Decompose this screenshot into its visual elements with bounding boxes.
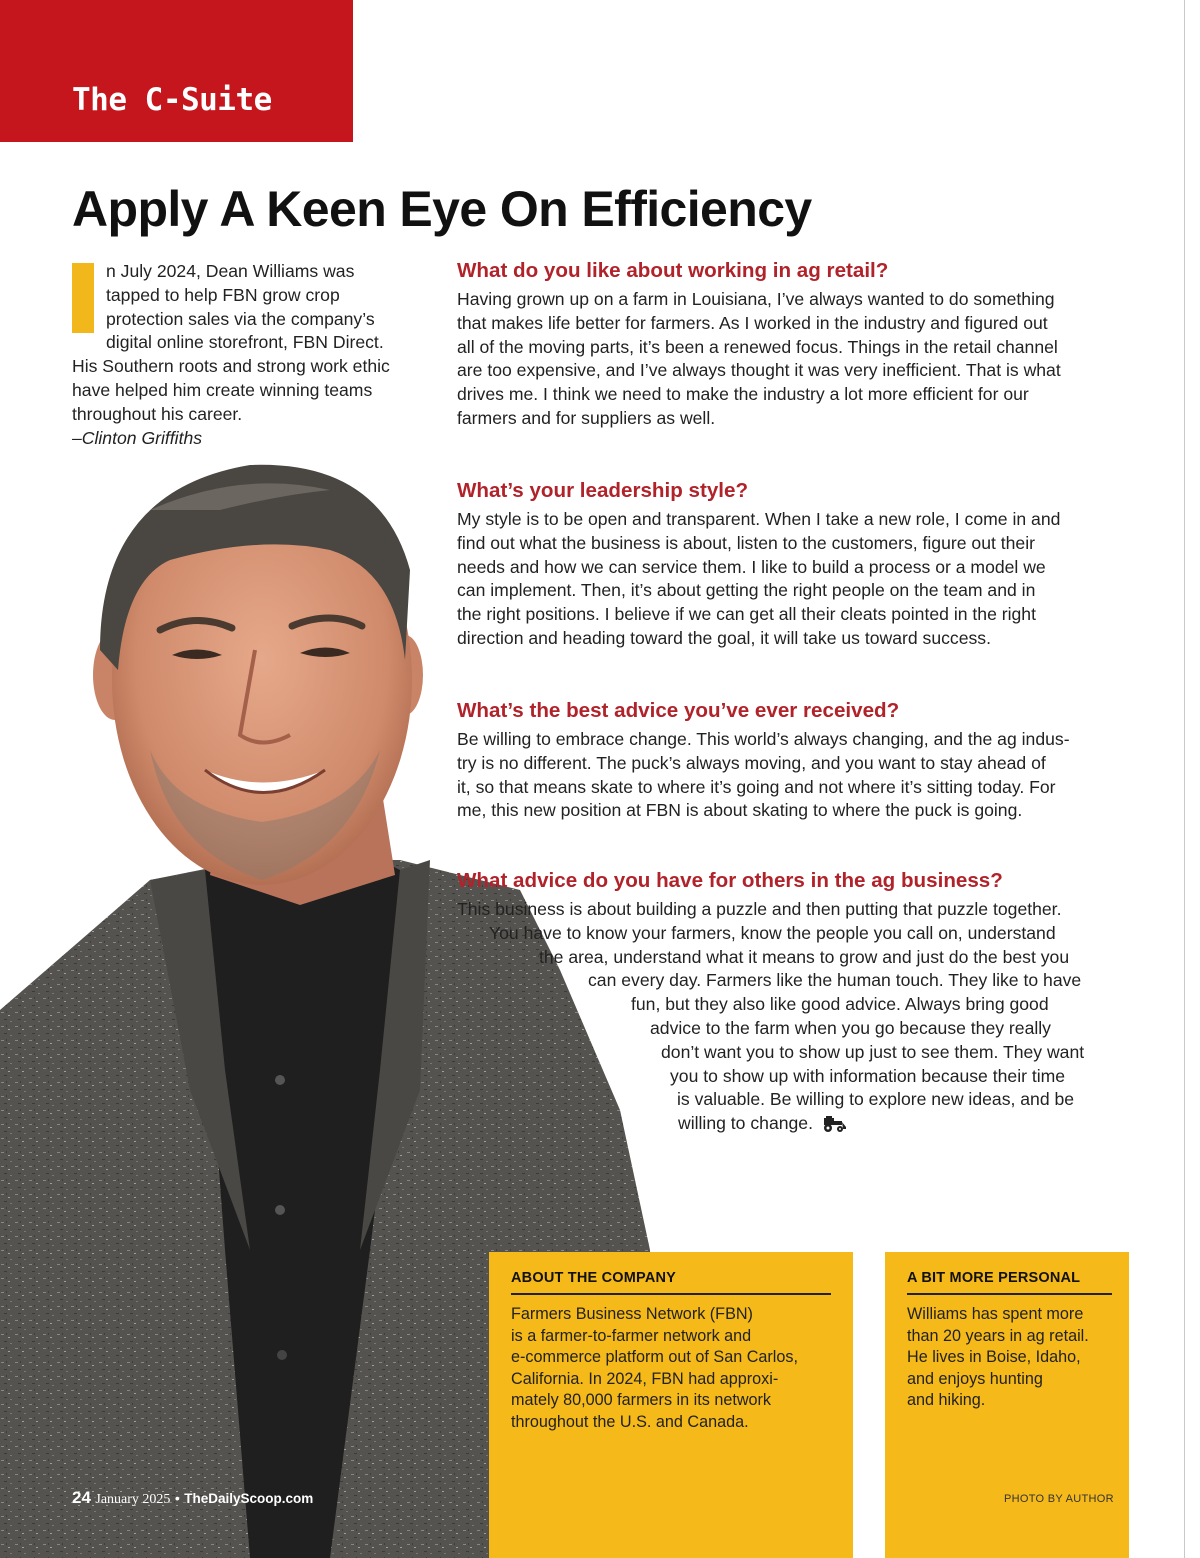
answer-line: it, so that means skate to where it’s going and not where it’s sitting today. For <box>457 776 1056 797</box>
box-line: e-commerce platform out of San Carlos, <box>511 1348 798 1367</box>
box-line: Farmers Business Network (FBN) <box>511 1305 753 1323</box>
answer-line: needs and how we can service them. I like to build a process or a model we <box>457 556 1046 577</box>
answer-text <box>457 508 1137 651</box>
personal-box <box>885 1252 1129 1558</box>
page-number: 24 <box>72 1488 91 1507</box>
question-heading: What advice do you have for others in the ag business? <box>457 869 1003 892</box>
answer-line <box>678 1112 1137 1136</box>
answer-line: Be willing to embrace change. This world’s always changing, and the ag indus- <box>457 729 1070 749</box>
box-line: mately 80,000 farmers in its network <box>511 1391 772 1410</box>
answer-line: is valuable. Be willing to explore new ideas, and be <box>677 1089 1075 1110</box>
drop-cap <box>72 263 94 333</box>
answer-text <box>457 288 1137 431</box>
answer-line: me, this new position at FBN is about skating to where the puck is going. <box>457 800 1023 821</box>
about-company-title: ABOUT THE COMPANY <box>511 1270 677 1286</box>
answer-line: don’t want you to show up just to see them. They want <box>661 1041 1085 1062</box>
box-line: California. In 2024, FBN had approxi- <box>511 1369 779 1388</box>
intro-paragraph <box>72 260 412 450</box>
answer-line: farmers and for suppliers as well. <box>457 407 716 428</box>
answer-line: all of the moving parts, it’s been a renewed focus. Things in the retail channel <box>457 336 1058 357</box>
answer-line: advice to the farm when you go because they really <box>650 1017 1051 1038</box>
question-heading: What’s the best advice you’ve ever received? <box>457 699 900 722</box>
answer-line: This business is about building a puzzle and then putting that puzzle together. <box>457 899 1062 919</box>
box-line: He lives in Boise, Idaho, <box>907 1348 1081 1367</box>
page-edge <box>1184 0 1185 1558</box>
answer-line: Having grown up on a farm in Louisiana, I’ve always wanted to do something <box>457 289 1055 309</box>
answer-text <box>457 898 1137 1136</box>
box-line: Williams has spent more <box>907 1305 1084 1323</box>
tractor-icon <box>821 1116 847 1132</box>
personal-title: A BIT MORE PERSONAL <box>907 1270 1081 1286</box>
answer-line-text: willing to change. <box>678 1113 813 1134</box>
question-heading: What do you like about working in ag retail? <box>457 259 889 282</box>
title-rule <box>907 1293 1112 1295</box>
answer-line: can every day. Farmers like the human touch. They like to have <box>588 970 1082 991</box>
section-label: The C-Suite <box>72 82 272 118</box>
qa-block-3 <box>457 698 1137 823</box>
intro-author: –Clinton Griffiths <box>72 427 203 448</box>
qa-block-1 <box>457 258 1137 431</box>
photo-credit: PHOTO BY AUTHOR <box>1004 1493 1114 1505</box>
answer-line: find out what the business is about, listen to the customers, figure out their <box>457 532 1035 553</box>
answer-line: the area, understand what it means to grow and just do the best you <box>539 946 1070 967</box>
answer-line: the right positions. I believe if we can get all their cleats pointed in the right <box>457 604 1036 625</box>
about-company-text <box>511 1304 798 1434</box>
issue-date: January 2025 <box>95 1492 171 1507</box>
answer-line: fun, but they also like good advice. Always bring good <box>631 994 1049 1015</box>
qa-block-4 <box>457 868 1137 1136</box>
about-company-box <box>489 1252 853 1558</box>
box-line: and hiking. <box>907 1391 986 1410</box>
answer-line: that makes life better for farmers. As I worked in the industry and figured out <box>457 312 1048 333</box>
footer-separator: • <box>174 1490 180 1506</box>
page-footer <box>72 1488 313 1508</box>
box-line: and enjoys hunting <box>907 1369 1043 1388</box>
box-line: throughout the U.S. and Canada. <box>511 1412 749 1431</box>
website-link[interactable]: TheDailyScoop.com <box>184 1491 314 1506</box>
article-headline: Apply A Keen Eye On Efficiency <box>72 181 812 237</box>
answer-line: You have to know your farmers, know the people you call on, understand <box>489 922 1056 943</box>
answer-text <box>457 728 1137 823</box>
answer-line: can implement. Then, it’s about getting the right people on the team and in <box>457 580 1036 601</box>
intro-text: n July 2024, Dean Williams was tapped to help FBN grow crop protection sales via the company’s digital online storefront, FBN Direct. His Southern roots and strong work ethic have helped him create winning teams throughout his career. <box>72 261 390 424</box>
answer-line: try is no different. The puck’s always moving, and you want to stay ahead of <box>457 752 1046 773</box>
personal-text <box>907 1304 1089 1412</box>
question-heading: What’s your leadership style? <box>457 479 749 502</box>
title-rule <box>511 1293 831 1295</box>
answer-line: drives me. I think we need to make the industry a lot more efficient for our <box>457 384 1029 405</box>
answer-line: are too expensive, and I’ve always thought it was very inefficient. That is what <box>457 360 1061 381</box>
answer-line: direction and heading toward the goal, it will take us toward success. <box>457 627 991 648</box>
box-line: is a farmer-to-farmer network and <box>511 1326 752 1345</box>
box-line: than 20 years in ag retail. <box>907 1326 1089 1345</box>
qa-block-2 <box>457 478 1137 651</box>
section-banner <box>0 0 353 142</box>
answer-line: My style is to be open and transparent. When I take a new role, I come in and <box>457 509 1061 529</box>
answer-line: you to show up with information because their time <box>670 1065 1066 1086</box>
